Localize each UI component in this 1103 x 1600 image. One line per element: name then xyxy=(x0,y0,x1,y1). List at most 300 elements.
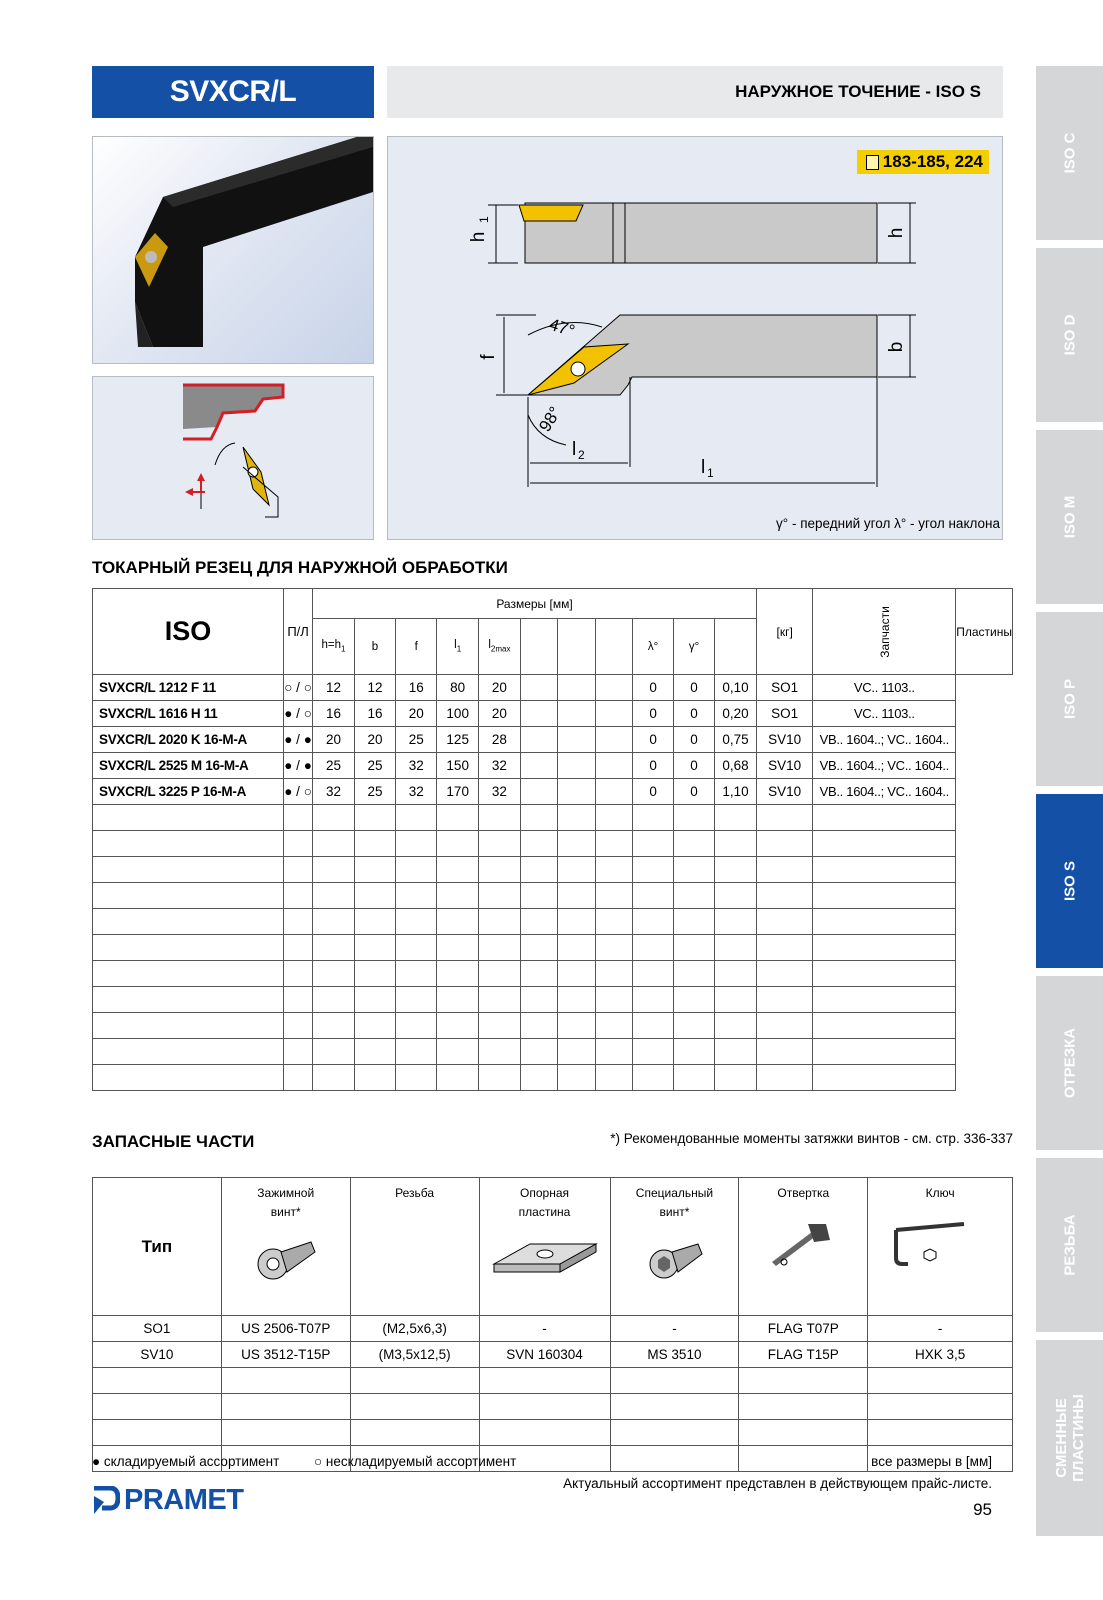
table-row xyxy=(93,701,1013,727)
cell-lambda xyxy=(633,961,674,987)
empty-table-row xyxy=(93,987,1013,1013)
row-code: SVXCR/L 1616 H 11 xyxy=(93,701,284,727)
cell-shim: SVN 160304 xyxy=(479,1342,610,1368)
cell-empty xyxy=(558,675,595,701)
side-tab-inserts[interactable] xyxy=(1036,1340,1103,1536)
cell-empty xyxy=(520,753,557,779)
page-number: 95 xyxy=(973,1500,992,1519)
cell-l2 xyxy=(479,1065,521,1091)
col-hh1-label: h=h xyxy=(321,639,341,652)
cell-insert xyxy=(813,1013,956,1039)
cell-lambda xyxy=(633,1013,674,1039)
cell-screwdriver xyxy=(739,1394,868,1420)
cell-empty xyxy=(595,987,632,1013)
cell-hh1 xyxy=(313,831,355,857)
cell-pl: ○ / ○ xyxy=(284,675,313,701)
cell-hh1 xyxy=(313,1065,355,1091)
stock-text: складируемый ассортимент xyxy=(103,1454,280,1469)
special-screw-icon xyxy=(644,1234,704,1284)
cell-empty xyxy=(520,831,557,857)
cell-l1 xyxy=(437,935,479,961)
cell-empty xyxy=(558,961,595,987)
cell-insert xyxy=(813,883,956,909)
cell-insert: VC.. 1103.. xyxy=(813,675,956,701)
label-h1-sub: 1 xyxy=(477,216,491,223)
angle-legend: γ° - передний угол λ° - угол наклона xyxy=(776,516,1000,531)
col-b: b xyxy=(354,619,395,675)
cell-insert xyxy=(813,987,956,1013)
row-code xyxy=(93,1039,284,1065)
cell-special-screw xyxy=(610,1394,739,1420)
col-thread: Резьба xyxy=(350,1178,479,1316)
cell-hh1 xyxy=(313,805,355,831)
cell-empty xyxy=(520,805,557,831)
label-l1: l xyxy=(701,457,706,478)
side-tab-label: ISO C xyxy=(1061,132,1078,174)
cell-key xyxy=(868,1420,1013,1446)
cell-empty xyxy=(558,727,595,753)
row-code xyxy=(93,883,284,909)
cell-lambda xyxy=(633,831,674,857)
pricelist-note: Актуальный ассортимент представлен в действующем прайс-листе. xyxy=(563,1476,992,1491)
empty-spare-row xyxy=(93,1420,1013,1446)
cell-pl xyxy=(284,857,313,883)
cell-insert xyxy=(813,961,956,987)
cell-empty xyxy=(520,987,557,1013)
side-tab-iso-m[interactable] xyxy=(1036,430,1103,604)
cell-empty xyxy=(595,831,632,857)
cell-b xyxy=(354,857,395,883)
empty-table-row xyxy=(93,1013,1013,1039)
cell-key: - xyxy=(868,1316,1013,1342)
cell-l1 xyxy=(437,1039,479,1065)
nonstock-legend xyxy=(314,1454,516,1469)
cell-l2 xyxy=(479,831,521,857)
cell-empty xyxy=(558,779,595,805)
row-code xyxy=(93,987,284,1013)
col-shim-label: Опорная пластина xyxy=(518,1186,571,1219)
cell-lambda: 0 xyxy=(633,701,674,727)
cell-l1 xyxy=(437,831,479,857)
empty-table-row xyxy=(93,961,1013,987)
cell-gamma: 0 xyxy=(674,701,715,727)
cell-pl xyxy=(284,987,313,1013)
empty-table-row xyxy=(93,935,1013,961)
cell-gamma: 0 xyxy=(674,675,715,701)
cell-lambda xyxy=(633,1065,674,1091)
side-tab-otrezka[interactable] xyxy=(1036,976,1103,1150)
row-code xyxy=(93,857,284,883)
cell-empty xyxy=(595,1013,632,1039)
cell-empty xyxy=(595,961,632,987)
empty-table-row xyxy=(93,909,1013,935)
cell-thread: (M2,5x6,3) xyxy=(350,1316,479,1342)
cell-empty xyxy=(520,1065,557,1091)
cell-empty xyxy=(558,805,595,831)
cell-gamma xyxy=(674,935,715,961)
cell-l1 xyxy=(437,1065,479,1091)
cell-gamma xyxy=(674,1039,715,1065)
cell-b xyxy=(354,987,395,1013)
cell-kg xyxy=(714,1039,756,1065)
row-code xyxy=(93,935,284,961)
cell-gamma: 0 xyxy=(674,753,715,779)
machining-schema-illustration xyxy=(93,377,373,539)
stock-legend xyxy=(92,1454,279,1469)
col-iso: ISO xyxy=(93,589,284,675)
empty-table-row xyxy=(93,831,1013,857)
col-empty xyxy=(520,619,557,675)
cell-b: 25 xyxy=(354,753,395,779)
cell-hh1 xyxy=(313,987,355,1013)
cell-clamp-screw: US 2506-T07P xyxy=(221,1316,350,1342)
cell-hh1 xyxy=(313,1039,355,1065)
cell-spare xyxy=(756,831,812,857)
cell-f xyxy=(396,1013,437,1039)
cell-l2 xyxy=(479,987,521,1013)
tool-photo-illustration xyxy=(93,137,373,363)
torque-note: *) Рекомендованные моменты затяжки винтов - см. стр. 336-337 xyxy=(610,1131,1013,1146)
row-code xyxy=(93,961,284,987)
cell-kg xyxy=(714,987,756,1013)
cell-kg xyxy=(714,805,756,831)
side-tab-iso-s[interactable] xyxy=(1036,794,1103,968)
cell-key: HXK 3,5 xyxy=(868,1342,1013,1368)
cell-empty xyxy=(520,1039,557,1065)
clamp-screw-icon xyxy=(251,1234,321,1284)
cell-pl xyxy=(284,1013,313,1039)
cell-lambda: 0 xyxy=(633,779,674,805)
cell-gamma xyxy=(674,805,715,831)
empty-table-row xyxy=(93,805,1013,831)
machining-schema xyxy=(92,376,374,540)
cell-spare xyxy=(756,805,812,831)
cell-l1 xyxy=(437,883,479,909)
empty-spare-row xyxy=(93,1368,1013,1394)
cell-spare xyxy=(756,935,812,961)
cell-empty xyxy=(558,987,595,1013)
side-tab-label: ISO S xyxy=(1061,860,1078,902)
cell-key xyxy=(868,1368,1013,1394)
col-l2max: $l_{2max}$ xyxy=(479,619,521,675)
row-code: SVXCR/L 2020 K 16-M-A xyxy=(93,727,284,753)
cell-f: 20 xyxy=(396,701,437,727)
cell-b xyxy=(354,831,395,857)
cell-empty xyxy=(520,909,557,935)
cell-empty xyxy=(595,1039,632,1065)
cell-l1 xyxy=(437,805,479,831)
cell-l2: 28 xyxy=(479,727,521,753)
cell-b: 25 xyxy=(354,779,395,805)
cell-empty xyxy=(520,857,557,883)
cell-spare: SO1 xyxy=(756,701,812,727)
cell-b xyxy=(354,909,395,935)
cell-empty xyxy=(595,909,632,935)
cell-insert xyxy=(813,909,956,935)
cell-hh1: 16 xyxy=(313,701,355,727)
cell-key xyxy=(868,1394,1013,1420)
col-spares-label: Запчасти xyxy=(877,606,892,658)
cell-kg: 0,20 xyxy=(714,701,756,727)
cell-empty xyxy=(558,857,595,883)
table-row xyxy=(93,727,1013,753)
cell-spare xyxy=(756,1013,812,1039)
cell-empty xyxy=(558,1013,595,1039)
cell-insert xyxy=(813,831,956,857)
cell-f: 16 xyxy=(396,675,437,701)
cell-insert xyxy=(813,1065,956,1091)
cell-insert: VC.. 1103.. xyxy=(813,701,956,727)
reference-pages-badge xyxy=(857,150,989,174)
cell-b xyxy=(354,883,395,909)
cell-l1: 100 xyxy=(437,701,479,727)
cell-f xyxy=(396,961,437,987)
document-icon xyxy=(866,155,879,170)
col-empty xyxy=(595,619,632,675)
cell-f xyxy=(396,909,437,935)
col-spares xyxy=(813,589,956,675)
side-tab-label: СМЕННЫЕ ПЛАСТИНЫ xyxy=(1052,1394,1087,1482)
col-l2max-label: l xyxy=(488,639,491,652)
cell-empty xyxy=(558,753,595,779)
cell-lambda xyxy=(633,883,674,909)
label-l2-sub: 2 xyxy=(578,448,585,462)
cell-clamp-screw xyxy=(221,1420,350,1446)
cell-hh1 xyxy=(313,909,355,935)
cell-hh1 xyxy=(313,961,355,987)
cell-spare xyxy=(756,857,812,883)
cell-kg xyxy=(714,935,756,961)
cell-gamma: 0 xyxy=(674,779,715,805)
cell-b xyxy=(354,1065,395,1091)
cell-f: 25 xyxy=(396,727,437,753)
cell-pl: ● / ● xyxy=(284,753,313,779)
cell-thread: (M3,5x12,5) xyxy=(350,1342,479,1368)
cell-special-screw xyxy=(610,1368,739,1394)
cell-spare: SV10 xyxy=(756,779,812,805)
cell-spare: SV10 xyxy=(756,727,812,753)
label-l1-sub: 1 xyxy=(707,466,714,480)
cell-empty xyxy=(520,727,557,753)
cell-pl xyxy=(284,961,313,987)
cell-lambda xyxy=(633,805,674,831)
cell-special-screw: - xyxy=(610,1316,739,1342)
col-screwdriver: Отвертка xyxy=(739,1178,868,1316)
cell-special-screw xyxy=(610,1420,739,1446)
cell-l2: 32 xyxy=(479,779,521,805)
cell-kg xyxy=(714,1065,756,1091)
cell-b: 16 xyxy=(354,701,395,727)
cell-insert: VB.. 1604..; VC.. 1604.. xyxy=(813,753,956,779)
cell-empty xyxy=(595,857,632,883)
cell-kg xyxy=(714,1013,756,1039)
row-code: SVXCR/L 3225 P 16-M-A xyxy=(93,779,284,805)
cell-pl: ● / ● xyxy=(284,727,313,753)
cell-f xyxy=(396,831,437,857)
empty-spare-row xyxy=(93,1394,1013,1420)
side-tab-rezba[interactable] xyxy=(1036,1158,1103,1332)
cell-f: 32 xyxy=(396,779,437,805)
cell-clamp-screw xyxy=(221,1394,350,1420)
cell-kg xyxy=(714,961,756,987)
cell-shim: - xyxy=(479,1316,610,1342)
hex-key-icon xyxy=(888,1222,968,1272)
cell-screwdriver: FLAG T15P xyxy=(739,1342,868,1368)
spare-row xyxy=(93,1316,1013,1342)
cell-screwdriver: FLAG T07P xyxy=(739,1316,868,1342)
cell-pl xyxy=(284,1065,313,1091)
col-l1: $l_1$ xyxy=(437,619,479,675)
cell-pl xyxy=(284,883,313,909)
cell-empty xyxy=(520,701,557,727)
cell-empty xyxy=(558,701,595,727)
cell-kg: 0,10 xyxy=(714,675,756,701)
cell-kg: 1,10 xyxy=(714,779,756,805)
cell-empty xyxy=(520,961,557,987)
technical-drawing xyxy=(387,136,1003,540)
side-tab-label: ОТРЕЗКА xyxy=(1061,1027,1078,1099)
cell-b xyxy=(354,935,395,961)
col-shim xyxy=(479,1178,610,1316)
main-table-title: ТОКАРНЫЙ РЕЗЕЦ ДЛЯ НАРУЖНОЙ ОБРАБОТКИ xyxy=(92,558,508,577)
cell-type xyxy=(93,1420,222,1446)
cell-l2: 32 xyxy=(479,753,521,779)
cell-f xyxy=(396,935,437,961)
cell-empty xyxy=(558,831,595,857)
shim-icon xyxy=(490,1234,600,1284)
cell-l2 xyxy=(479,1039,521,1065)
label-angle-47: 47° xyxy=(546,314,578,341)
col-special-screw xyxy=(610,1178,739,1316)
cell-l2: 20 xyxy=(479,701,521,727)
cell-hh1: 25 xyxy=(313,753,355,779)
cell-l2 xyxy=(479,961,521,987)
cell-hh1: 32 xyxy=(313,779,355,805)
cell-gamma xyxy=(674,1013,715,1039)
cell-shim xyxy=(479,1420,610,1446)
side-tab-label: ISO M xyxy=(1061,495,1078,539)
cell-type: SO1 xyxy=(93,1316,222,1342)
col-pl: П/Л xyxy=(284,589,313,675)
cell-lambda: 0 xyxy=(633,753,674,779)
cell-f xyxy=(396,857,437,883)
cell-b xyxy=(354,1013,395,1039)
cell-gamma xyxy=(674,961,715,987)
cell-spare xyxy=(756,883,812,909)
cell-pl xyxy=(284,831,313,857)
cell-empty xyxy=(558,935,595,961)
cell-hh1 xyxy=(313,857,355,883)
cell-l1: 150 xyxy=(437,753,479,779)
row-code xyxy=(93,831,284,857)
cell-l2 xyxy=(479,857,521,883)
cell-kg: 0,75 xyxy=(714,727,756,753)
spare-parts-table xyxy=(92,1177,1013,1472)
empty-table-row xyxy=(93,857,1013,883)
model-title: SVXCR/L xyxy=(92,66,374,118)
label-f: f xyxy=(478,354,499,360)
spare-table-title: ЗАПАСНЫЕ ЧАСТИ xyxy=(92,1132,255,1151)
cell-gamma xyxy=(674,857,715,883)
table-row xyxy=(93,675,1013,701)
cell-spare xyxy=(756,987,812,1013)
cell-pl: ● / ○ xyxy=(284,779,313,805)
cell-l1 xyxy=(437,961,479,987)
cell-gamma xyxy=(674,987,715,1013)
cell-lambda: 0 xyxy=(633,727,674,753)
cell-kg: 0,68 xyxy=(714,753,756,779)
cell-gamma xyxy=(674,831,715,857)
cell-spare xyxy=(756,1065,812,1091)
cell-clamp-screw: US 3512-T15P xyxy=(221,1342,350,1368)
cell-lambda xyxy=(633,935,674,961)
cell-type xyxy=(93,1394,222,1420)
col-hh1: $h=h_1$ xyxy=(313,619,355,675)
col-l1-label: l xyxy=(454,639,457,652)
cell-shim xyxy=(479,1368,610,1394)
nonstock-text: нескладируемый ассортимент xyxy=(325,1454,517,1469)
cell-empty xyxy=(595,1065,632,1091)
empty-dot-icon: ○ xyxy=(314,1454,323,1469)
reference-pages: 183-185, 224 xyxy=(882,152,983,171)
table-row xyxy=(93,779,1013,805)
side-tab-iso-c[interactable] xyxy=(1036,66,1103,240)
col-type: Тип xyxy=(93,1178,222,1316)
cell-empty xyxy=(558,1039,595,1065)
cell-empty xyxy=(558,909,595,935)
cell-l2: 20 xyxy=(479,675,521,701)
row-code xyxy=(93,1013,284,1039)
cell-insert: VB.. 1604..; VC.. 1604.. xyxy=(813,727,956,753)
brand-logo[interactable] xyxy=(92,1484,243,1517)
cell-empty xyxy=(520,883,557,909)
label-b: b xyxy=(886,341,907,353)
cell-gamma xyxy=(674,1065,715,1091)
cell-insert xyxy=(813,805,956,831)
cell-empty xyxy=(520,1013,557,1039)
filled-dot-icon: ● xyxy=(92,1454,101,1469)
cell-shim xyxy=(479,1394,610,1420)
cell-l2 xyxy=(479,909,521,935)
row-code xyxy=(93,1065,284,1091)
cell-b xyxy=(354,805,395,831)
side-tab-label: РЕЗЬБА xyxy=(1061,1214,1078,1276)
cell-gamma xyxy=(674,909,715,935)
tool-photo xyxy=(92,136,374,364)
cell-kg xyxy=(714,831,756,857)
col-key: Ключ xyxy=(868,1178,1013,1316)
spare-row xyxy=(93,1342,1013,1368)
cell-kg xyxy=(714,909,756,935)
col-empty xyxy=(558,619,595,675)
cell-special-screw: MS 3510 xyxy=(610,1342,739,1368)
cell-f: 32 xyxy=(396,753,437,779)
cell-pl xyxy=(284,935,313,961)
side-tab-iso-d[interactable] xyxy=(1036,248,1103,422)
cell-pl xyxy=(284,909,313,935)
tool-table xyxy=(92,588,1013,1091)
cell-insert xyxy=(813,857,956,883)
cell-gamma xyxy=(674,883,715,909)
cell-gamma: 0 xyxy=(674,727,715,753)
cell-empty xyxy=(595,935,632,961)
cell-l2 xyxy=(479,1013,521,1039)
col-group-sizes: Размеры [мм] xyxy=(313,589,757,619)
side-tab-iso-p[interactable] xyxy=(1036,612,1103,786)
brand-name: PRAMET xyxy=(124,1484,244,1516)
cell-empty xyxy=(595,727,632,753)
cell-insert xyxy=(813,1039,956,1065)
